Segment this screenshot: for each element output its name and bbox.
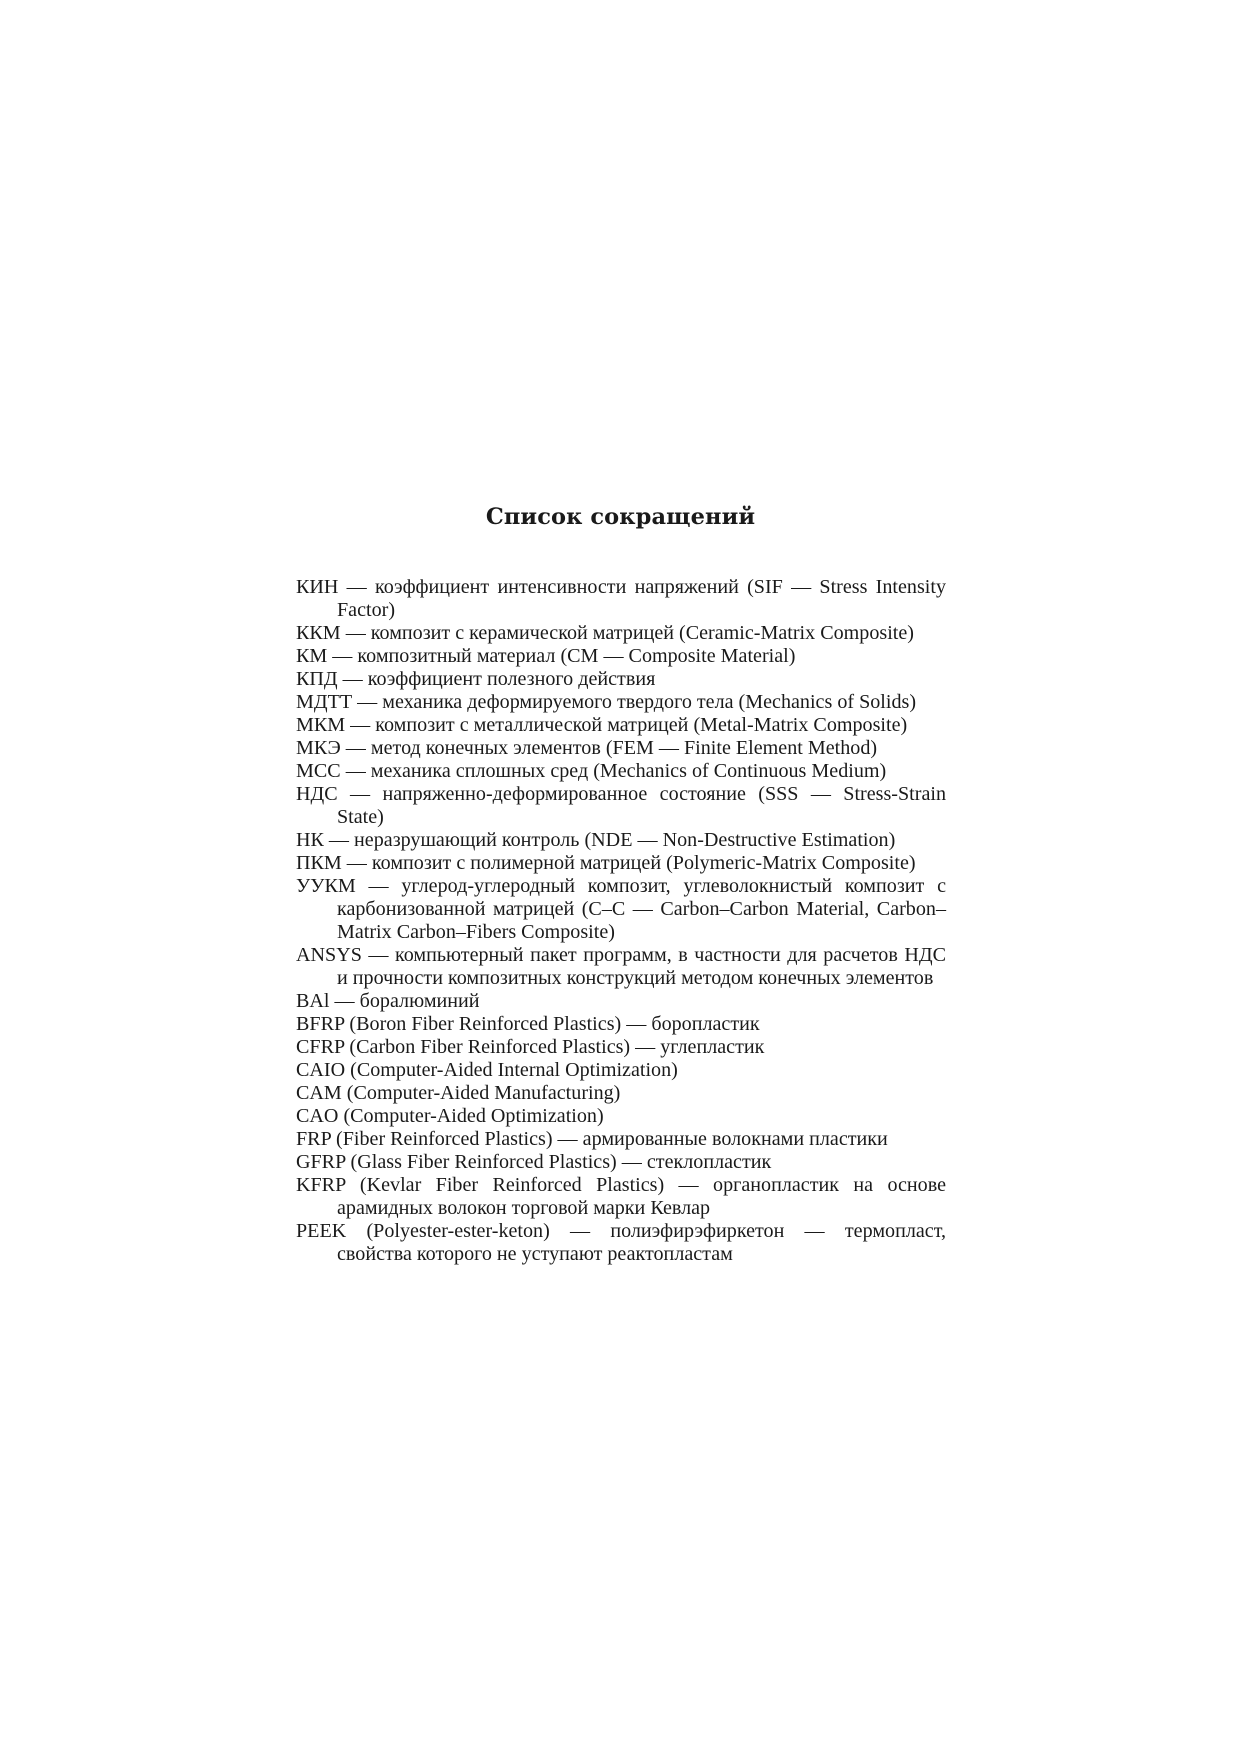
list-item: МСС — механика сплошных сред (Mechanics of Continuous Medium) <box>296 760 887 782</box>
list-item: FRP (Fiber Reinforced Plastics) — армированные волокнами пластики <box>296 1128 888 1150</box>
list-item: PEEK (Polyester-ester-keton) — полиэфирэфиркетон — термопласт, свойства которого не уступают реактопластам <box>296 1220 946 1265</box>
list-item: КМ — композитный материал (CM — Composite Material) <box>296 645 796 667</box>
list-item: КИН — коэффициент интенсивности напряжений (SIF — Stress Intensity Factor) <box>296 576 946 621</box>
list-item: ANSYS — компьютерный пакет программ, в частности для расчетов НДС и прочности композитных конструкций методом конечных элементов <box>296 944 946 989</box>
abbreviation-list <box>296 576 946 1266</box>
list-item: BAl — боралюминий <box>296 990 480 1012</box>
list-item: CFRP (Carbon Fiber Reinforced Plastics) — углепластик <box>296 1036 765 1058</box>
list-item: МКМ — композит с металлической матрицей (Metal-Matrix Composite) <box>296 714 908 736</box>
list-item: ККМ — композит с керамической матрицей (Ceramic-Matrix Composite) <box>296 622 914 644</box>
list-item: KFRP (Kevlar Fiber Reinforced Plastics) — органопластик на основе арамидных волокон торговой марки Кевлар <box>296 1174 946 1219</box>
list-item: КПД — коэффициент полезного действия <box>296 668 656 690</box>
list-item: CAM (Computer-Aided Manufacturing) <box>296 1082 621 1104</box>
list-item: МДТТ — механика деформируемого твердого тела (Mechanics of Solids) <box>296 691 917 713</box>
list-item: BFRP (Boron Fiber Reinforced Plastics) — боропластик <box>296 1013 760 1035</box>
list-item: CAO (Computer-Aided Optimization) <box>296 1105 604 1127</box>
list-item: CAIO (Computer-Aided Internal Optimization) <box>296 1059 678 1081</box>
list-item: НДС — напряженно-деформированное состояние (SSS — Stress-Strain State) <box>296 783 946 828</box>
list-item: GFRP (Glass Fiber Reinforced Plastics) — стеклопластик <box>296 1151 772 1173</box>
list-item: ПКМ — композит с полимерной матрицей (Polymeric-Matrix Composite) <box>296 852 916 874</box>
list-item: МКЭ — метод конечных элементов (FEM — Finite Element Method) <box>296 737 878 759</box>
list-item: УУКМ — углерод-углеродный композит, углеволокнистый композит с карбонизованной матрицей (C–C — Carbon–Carbon Material, Carbon–Matrix Carbon–Fibers Composite) <box>296 875 946 943</box>
list-item: НК — неразрушающий контроль (NDE — Non-Destructive Estimation) <box>296 829 896 851</box>
page-title: Список сокращений <box>485 504 756 530</box>
